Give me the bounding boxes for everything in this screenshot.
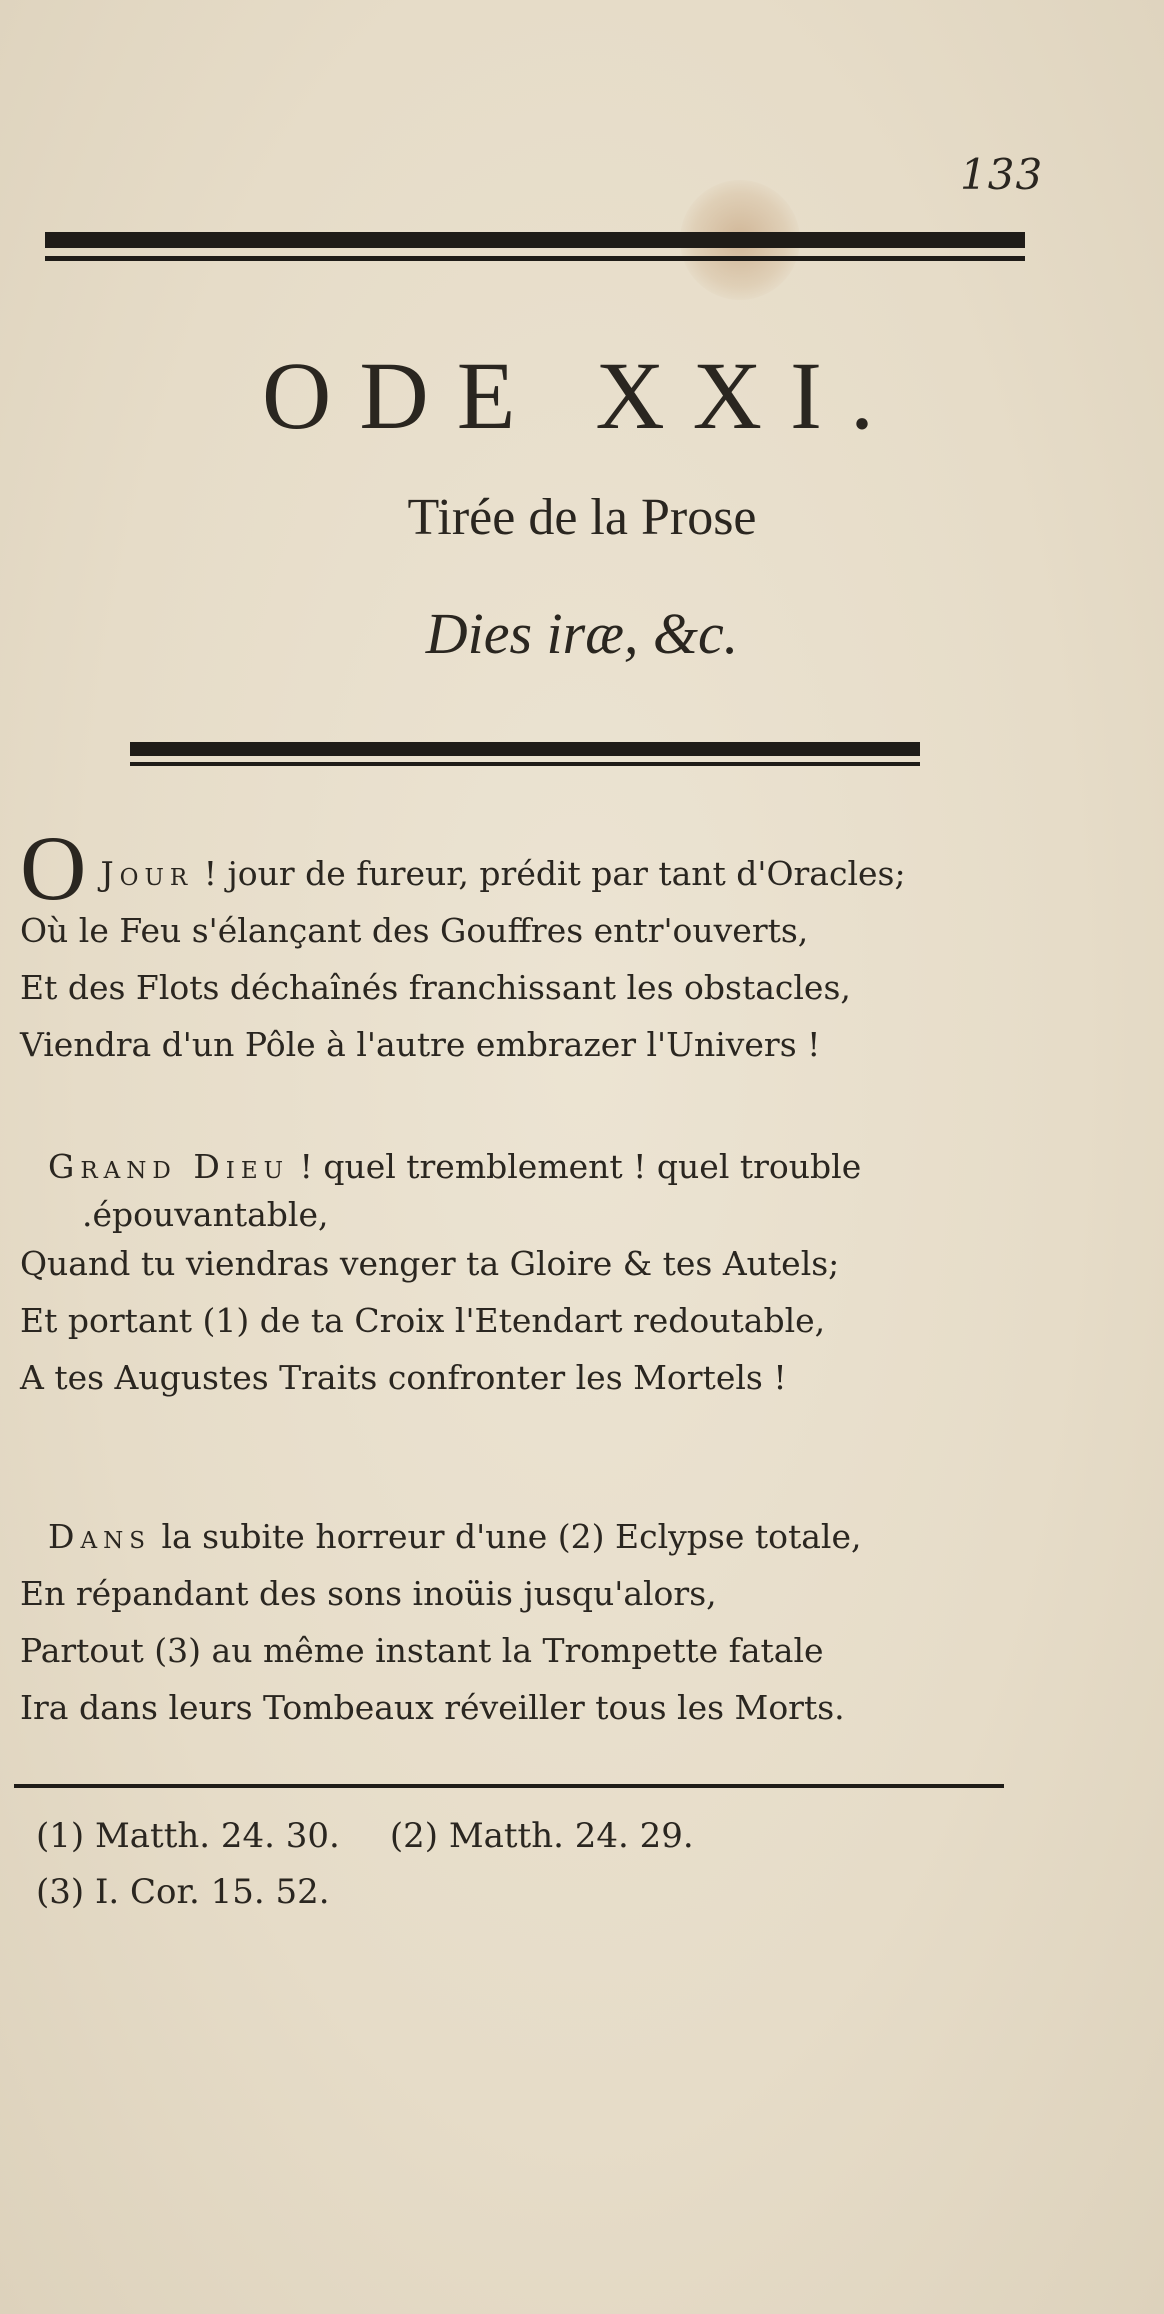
section-double-rule — [130, 742, 920, 766]
footnote-1: (1) Matth. 24. 30. — [36, 1816, 340, 1856]
verse-text: ! jour de fureur, prédit par tant d'Oracles; — [203, 854, 906, 893]
verse-text: ! quel tremblement ! quel trouble — [299, 1147, 862, 1186]
ode-subtitle-latin: Dies iræ, &c. — [425, 601, 739, 666]
lead-word: Dans — [48, 1517, 151, 1556]
lead-word: Jour — [100, 854, 194, 893]
verse-line — [20, 1508, 1020, 1565]
drop-capital: O — [20, 817, 87, 919]
verse-line: Et portant (1) de ta Croix l'Etendart redoutable, — [20, 1301, 826, 1340]
footnotes — [36, 1808, 694, 1920]
verse-line: Partout (3) au même instant la Trompette fatale — [20, 1631, 824, 1670]
verse-line — [20, 1138, 1020, 1195]
footnote-3: (3) I. Cor. 15. 52. — [36, 1872, 330, 1912]
lead-word: Grand Dieu — [48, 1147, 290, 1186]
verse-line: Où le Feu s'élançant des Gouffres entr'ouverts, — [20, 911, 809, 950]
ode-title: ODE XXI. — [262, 342, 902, 449]
ode-subtitle: Tirée de la Prose — [407, 489, 757, 546]
verse-text: la subite horreur d'une (2) Eclypse totale, — [161, 1517, 862, 1556]
footnote-2: (2) Matth. 24. 29. — [389, 1816, 694, 1856]
verse-line: Quand tu viendras venger ta Gloire & tes Autels; — [20, 1244, 840, 1283]
stanza-2 — [20, 1138, 1020, 1406]
verse-line: Et des Flots déchaînés franchissant les obstacles, — [20, 968, 851, 1007]
verse-line — [20, 817, 1020, 919]
verse-line: Viendra d'un Pôle à l'autre embrazer l'Univers ! — [20, 1025, 821, 1064]
stanza-1 — [20, 817, 1020, 1073]
verse-line-continuation: .épouvantable, — [82, 1195, 329, 1234]
footnote-rule — [14, 1784, 1004, 1788]
page-number: 133 — [960, 150, 1044, 199]
stanza-3 — [20, 1508, 1020, 1736]
verse-line: A tes Augustes Traits confronter les Mortels ! — [20, 1358, 787, 1397]
header-double-rule — [45, 232, 1025, 261]
verse-line: En répandant des sons inoüis jusqu'alors, — [20, 1574, 717, 1613]
verse-line: Ira dans leurs Tombeaux réveiller tous les Morts. — [20, 1688, 845, 1727]
